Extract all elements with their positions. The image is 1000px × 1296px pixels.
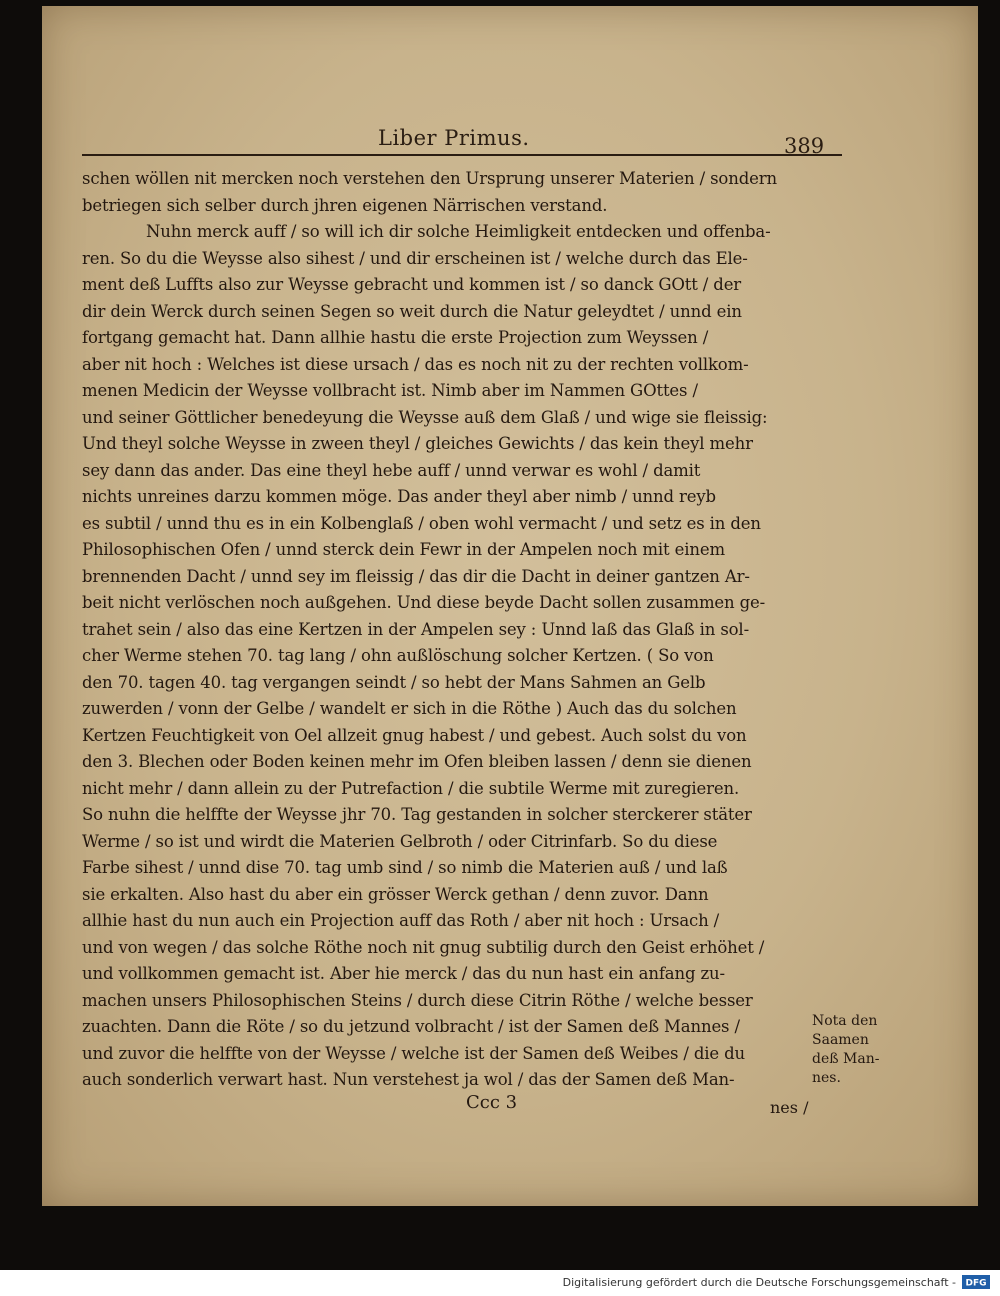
text-line: aber nit hoch : Welches ist diese ursach / das es noch nit zu der rechten vollkom- xyxy=(82,354,749,374)
text-line: zuachten. Dann die Röte / so du jetzund volbracht / ist der Samen deß Mannes / xyxy=(82,1017,740,1036)
dfg-logo-text: DFG xyxy=(965,1278,987,1289)
text-line: nicht mehr / dann allein zu der Putrefaction / die subtile Werme mit zuregieren. xyxy=(82,778,740,798)
text-line: Werme / so ist und wirdt die Materien Gelbroth / oder Citrinfarb. So du diese xyxy=(82,831,718,851)
signature-mark: Ccc 3 xyxy=(466,1092,518,1113)
text-line: dir dein Werck durch seinen Segen so weit durch die Natur geleydtet / unnd ein xyxy=(82,301,742,321)
text-line: es subtil / unnd thu es in ein Kolbenglaß / oben wohl vermacht / und setz es in den xyxy=(82,513,761,533)
text-line: und von wegen / das solche Röthe noch nit gnug subtilig durch den Geist erhöhet / xyxy=(82,937,765,957)
body-text xyxy=(82,166,817,1094)
text-line: schen wöllen nit mercken noch verstehen den Ursprung unserer Materien / sondern xyxy=(82,169,777,188)
text-line: Nuhn merck auff / so will ich dir solche Heimligkeit entdecken und offenba- xyxy=(146,222,771,241)
running-title: Liber Primus. xyxy=(378,126,530,150)
text-line: sie erkalten. Also hast du aber ein grösser Werck gethan / denn zuvor. Dann xyxy=(82,884,709,904)
text-line: den 3. Blechen oder Boden keinen mehr im Ofen bleiben lassen / denn sie dienen xyxy=(82,752,752,771)
margin-note-line: deß Man- xyxy=(812,1051,880,1067)
text-line: auch sonderlich verwart hast. Nun verstehest ja wol / das der Samen deß Man- xyxy=(82,1070,735,1089)
page-number: 389 xyxy=(784,134,825,158)
text-line: ren. So du die Weysse also sihest / und dir erscheinen ist / welche durch das Ele- xyxy=(82,248,748,268)
text-line: fortgang gemacht hat. Dann allhie hastu die erste Projection zum Weyssen / xyxy=(82,328,709,347)
margin-note-line: Nota den xyxy=(812,1013,878,1029)
credit-bar xyxy=(0,1270,1000,1296)
dfg-logo-icon xyxy=(962,1275,990,1289)
text-line: ment deß Luffts also zur Weysse gebracht und kommen ist / so danck GOtt / der xyxy=(82,275,742,294)
page-header xyxy=(82,124,842,164)
text-line: und zuvor die helffte von der Weysse / welche ist der Samen deß Weibes / die du xyxy=(82,1043,745,1063)
text-line: und seiner Göttlicher benedeyung die Weysse auß dem Glaß / und wige sie fleissig: xyxy=(82,407,768,427)
text-line: trahet sein / also das eine Kertzen in der Ampelen sey : Unnd laß das Glaß in sol- xyxy=(82,619,749,639)
text-line: nichts unreines darzu kommen möge. Das ander theyl aber nimb / unnd reyb xyxy=(82,487,716,506)
text-line: allhie hast du nun auch ein Projection auff das Roth / aber nit hoch : Ursach / xyxy=(82,911,720,930)
text-line: machen unsers Philosophischen Steins / durch diese Citrin Röthe / welche besser xyxy=(82,990,753,1010)
text-line: brennenden Dacht / unnd sey im fleissig / das dir die Dacht in deiner gantzen Ar- xyxy=(82,566,750,586)
text-line: So nuhn die helffte der Weysse jhr 70. Tag gestanden in solcher sterckerer stäter xyxy=(82,805,752,824)
margin-note xyxy=(812,1012,908,1088)
text-line: cher Werme stehen 70. tag lang / ohn außlöschung solcher Kertzen. ( So von xyxy=(82,646,714,665)
text-line: menen Medicin der Weysse vollbracht ist. Nimb aber im Nammen GOttes / xyxy=(82,381,698,400)
text-line: sey dann das ander. Das eine theyl hebe auff / unnd verwar es wohl / damit xyxy=(82,460,701,480)
text-line: Und theyl solche Weysse in zween theyl / gleiches Gewichts / das kein theyl mehr xyxy=(82,434,753,453)
text-line: Philosophischen Ofen / unnd sterck dein Fewr in der Ampelen noch mit einem xyxy=(82,540,725,559)
header-rule xyxy=(82,154,842,156)
text-line: den 70. tagen 40. tag vergangen seindt / so hebt der Mans Sahmen an Gelb xyxy=(82,672,706,692)
catchword: nes / xyxy=(770,1098,809,1117)
text-line: und vollkommen gemacht ist. Aber hie merck / das du nun hast ein anfang zu- xyxy=(82,964,725,983)
margin-note-line: Saamen xyxy=(812,1032,869,1048)
text-line: betriegen sich selber durch jhren eigenen Närrischen verstand. xyxy=(82,195,608,215)
text-line: Kertzen Feuchtigkeit von Oel allzeit gnug habest / und gebest. Auch solst du von xyxy=(82,725,747,745)
text-line: zuwerden / vonn der Gelbe / wandelt er sich in die Röthe ) Auch das du solchen xyxy=(82,699,737,718)
credit-text: Digitalisierung gefördert durch die Deutsche Forschungsgemeinschaft - xyxy=(562,1276,956,1289)
margin-note-line: nes. xyxy=(812,1070,841,1086)
text-line: beit nicht verlöschen noch außgehen. Und diese beyde Dacht sollen zusammen ge- xyxy=(82,593,766,612)
text-line: Farbe sihest / unnd dise 70. tag umb sind / so nimb die Materien auß / und laß xyxy=(82,858,728,877)
